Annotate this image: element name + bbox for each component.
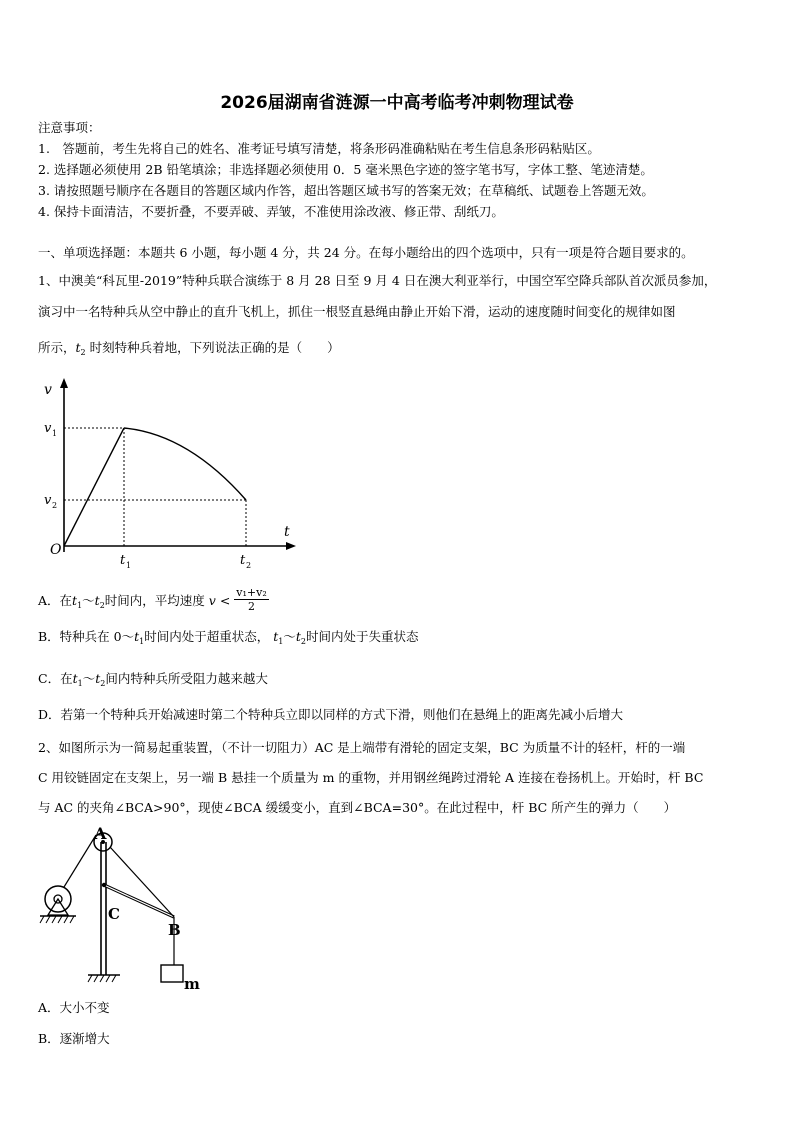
q1-opt-a-numerator: v₁+v₂ [236,586,267,599]
graph-t1-label: t [120,553,126,568]
diagram-label-m: m [184,975,200,993]
velocity-time-graph [38,372,308,572]
q2-option-b: B．逐渐增大 [38,1031,110,1046]
q1-option-b [38,629,419,647]
q1-opt-b-prefix: B．特种兵在 0～ [38,629,135,644]
graph-origin-label: O [50,542,62,558]
graph-t1-sub: 1 [126,561,132,570]
q2-text-line-1: 2、如图所示为一简易起重装置，（不计一切阻力）AC 是上端带有滑轮的固定支架，BC 为质量不计的轻杆，杆的一端 [38,740,686,755]
notice-item-2: 2. 选择题必须使用 2B 铅笔填涂；非选择题必须使用 0．5 毫米黑色字迹的签字笔书写，字体工整、笔迹清楚。 [38,162,653,177]
q1-option-c [38,671,268,689]
diagram-label-c: C [108,905,120,923]
diagram-label-a: A [94,825,107,843]
graph-v1-sub: 1 [52,429,58,438]
diagram-label-b: B [168,921,181,939]
q1-line3-suffix: 时刻特种兵着地，下列说法正确的是（ ） [85,340,340,355]
q1-line3-t: t [75,340,81,355]
q1-opt-a-prefix: A．在 [38,593,73,608]
q1-line3-t-sub: 2 [80,348,86,357]
section-heading: 一、单项选择题：本题共 6 小题，每小题 4 分，共 24 分。在每小题给出的四个选项中，只有一项是符合题目要求的。 [38,245,694,260]
q1-text-line-2: 演习中一名特种兵从空中静止的直升飞机上，抓住一根竖直悬绳由静止开始下滑，运动的速度随时间变化的规律如图 [38,304,676,319]
notice-heading: 注意事项： [38,120,101,135]
q1-option-d: D．若第一个特种兵开始减速时第二个特种兵立即以同样的方式下滑，则他们在悬绳上的距离先减小后增大 [38,707,624,722]
q1-opt-c-tilde: ～ [82,671,96,686]
q1-opt-c-prefix: C．在 [38,671,73,686]
graph-v2-label: v [44,493,52,508]
q1-opt-a-denominator: 2 [248,600,256,613]
q1-opt-a-fraction [234,586,268,613]
q1-opt-c-suffix: 间内特种兵所受阻力越来越大 [105,671,268,686]
graph-t-axis-label: t [284,524,290,540]
q1-opt-a-t2: t [94,593,100,608]
q1-opt-b-t2-sub: 2 [300,637,307,646]
q1-opt-a-t1: t [72,593,78,608]
q2-text-line-3: 与 AC 的夹角∠BCA>90°，现使∠BCA 缓缓变小，直到∠BCA=30°。在此过程中，杆 BC 所产生的弹力（ ） [38,800,677,815]
q1-opt-b-tilde: ～ [283,629,296,644]
notice-item-1: 1. 答题前，考生先将自己的姓名、准考证号填写清楚，将条形码准确粘贴在考生信息条形码粘贴区。 [38,141,600,156]
q1-opt-b-suffix: 时间内处于失重状态 [306,629,419,644]
graph-t2-sub: 2 [246,561,252,570]
notice-item-4: 4. 保持卡面清洁，不要折叠，不要弄破、弄皱，不准使用涂改液、修正带、刮纸刀。 [38,204,504,219]
q1-opt-c-t1-sub: 1 [77,679,83,688]
page-title: 2026届湖南省涟源一中高考临考冲刺物理试卷 [220,93,574,113]
graph-v-axis-label: v [44,382,52,398]
q1-opt-b-t1: t [134,629,140,644]
q1-opt-b-t1b: t [273,629,279,644]
q1-opt-a-tilde: ～ [82,593,95,608]
q1-text-line-1: 1、中澳美“科瓦里-2019”特种兵联合演练于 8 月 28 日至 9 月 4 日在澳大利亚举行，中国空军空降兵部队首次派员参加， [38,273,717,288]
q1-opt-b-t2: t [295,629,301,644]
q1-option-a: A．在$t_1\sim t_2$时间内，平均速度 v < $\frac{\text{v₁+v₂}}{2}$ [38,586,267,613]
graph-v1-label: v [44,421,52,436]
q1-opt-b-t1b-sub: 1 [278,637,284,646]
notice-item-3: 3. 请按照题号顺序在各题目的答题区域内作答，超出答题区域书写的答案无效；在草稿纸、试题卷上答题无效。 [38,183,654,198]
q1-opt-a-t1-sub: 1 [77,601,83,610]
crane-diagram [38,825,218,995]
graph-v2-sub: 2 [52,501,58,510]
q1-opt-a-t2-sub: 2 [99,601,105,610]
q1-line3-prefix: 所示， [38,340,76,355]
q2-text-line-2: C 用铰链固定在支架上，另一端 B 悬挂一个质量为 m 的重物，并用钢丝绳跨过滑轮 A 连接在卷扬机上。开始时，杆 BC [38,770,704,785]
q1-opt-c-t1: t [72,671,78,686]
q1-opt-c-t2-sub: 2 [100,679,106,688]
graph-t2-label: t [240,553,246,568]
q2-option-a: A．大小不变 [38,1000,110,1015]
q1-text-line-3 [38,340,340,358]
q1-opt-a-text: 时间内，平均速度 [104,593,205,608]
q1-opt-b-t1-sub: 1 [139,637,145,646]
q1-opt-c-t2: t [95,671,101,686]
q1-opt-b-mid: 时间内处于超重状态， [144,629,270,644]
